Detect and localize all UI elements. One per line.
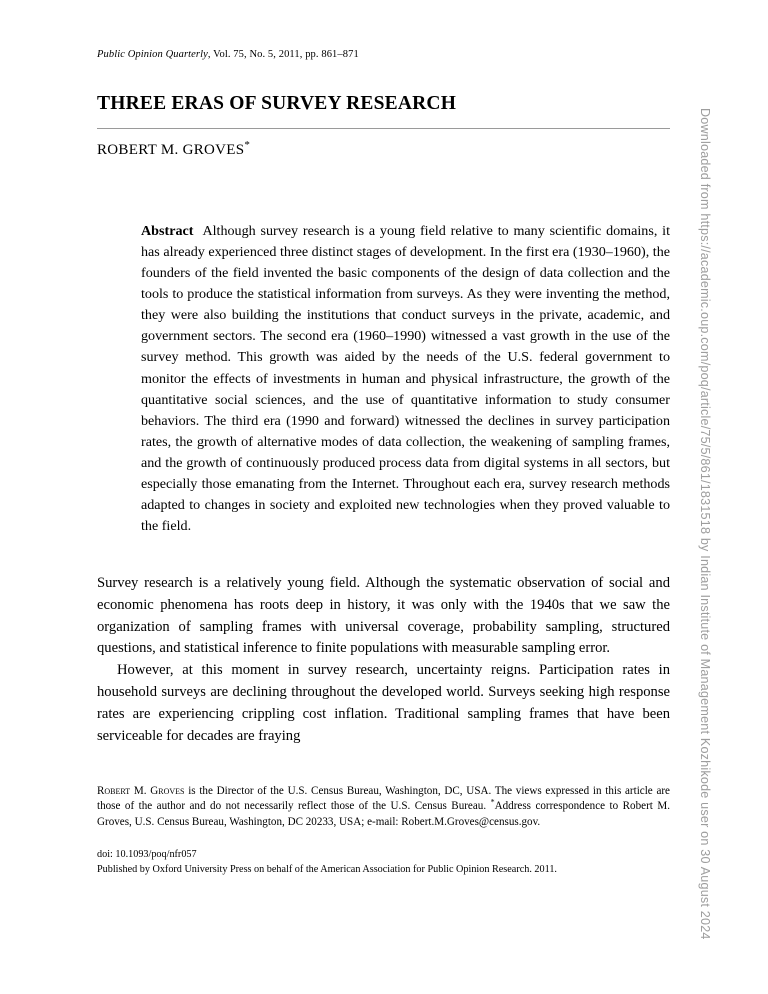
journal-volume-info: , Vol. 75, No. 5, 2011, pp. 861–871 [207, 49, 359, 60]
title-divider [97, 128, 670, 129]
author-footnote [97, 784, 670, 831]
publication-info [97, 847, 670, 878]
author-name [97, 139, 670, 159]
abstract-block [141, 221, 670, 537]
journal-citation-line [97, 48, 670, 62]
footnote-bio-second: Address correspondence to Robert M. Groves, U.S. Census Bureau, Washington, DC 20233, USA; e-mail: Robert.M.Groves@census.gov. [97, 800, 670, 829]
author-footnote-marker: * [244, 139, 251, 152]
text-column [97, 0, 670, 877]
journal-name: Public Opinion Quarterly [97, 49, 208, 60]
page-title: THREE ERAS OF SURVEY RESEARCH [97, 92, 457, 114]
footnote-star-marker: * [490, 797, 495, 807]
download-watermark: Downloaded from https://academic.oup.com/poq/article/75/5/861/1831518 by Indian Institute of Management Kozhikode user on 30 August 2024 [698, 108, 712, 940]
publisher-line: Published by Oxford University Press on behalf of the American Association for Public Opinion Research. 2011. [97, 864, 557, 876]
footnote-bio-first: is the Director of the U.S. Census Bureau, Washington, DC, USA. The views expressed in this article are those of the author and do not necessarily reflect those of the U.S. Census Bureau. [97, 784, 670, 813]
author-label: ROBERT M. GROVES [97, 142, 245, 159]
body-paragraph-1: Survey research is a relatively young field. Although the systematic observation of social and economic phenomena has roots deep in history, it was only with the 1940s that we saw the organization of sampling frames with universal coverage, probability sampling, structured questions, and statistical inference to finite populations with measurable sampling error. [97, 575, 670, 657]
body-text [97, 573, 670, 748]
footnote-author-name: Robert M. Groves [97, 784, 185, 797]
body-paragraph-2: However, at this moment in survey research, uncertainty reigns. Participation rates in household surveys are declining throughout the developed world. Surveys seeking high response rates are experiencing crippling cost inflation. Traditional sampling frames that have been serviceable for decades are fraying [97, 662, 670, 744]
abstract-label: Abstract [141, 223, 194, 240]
doi-line: doi: 10.1093/poq/nfr057 [97, 848, 197, 860]
abstract-text: Although survey research is a young field relative to many scientific domains, it has already experienced three distinct stages of development. In the first era (1930–1960), the founders of the field invented the basic components of the design of data collection and the tools to produce the statistical information from surveys. As they were inventing the method, they were also building the institutions that conduct surveys in the private, academic, and government sectors. The second era (1960–1990) witnessed a vast growth in the use of the survey method. This growth was aided by the needs of the U.S. federal government to monitor the effects of investments in human and physical infrastructure, the growth of the quantitative social sciences, and the use of quantitative information to study consumer behaviors. The third era (1990 and forward) witnessed the declines in survey participation rates, the growth of alternative modes of data collection, the weakening of sampling frames, and the growth of continuously produced process data from digital systems in all sectors, but especially those emanating from the Internet. Throughout each era, survey research methods adapted to changes in society and exploited new technologies when they proved valuable to the field. [141, 223, 670, 534]
